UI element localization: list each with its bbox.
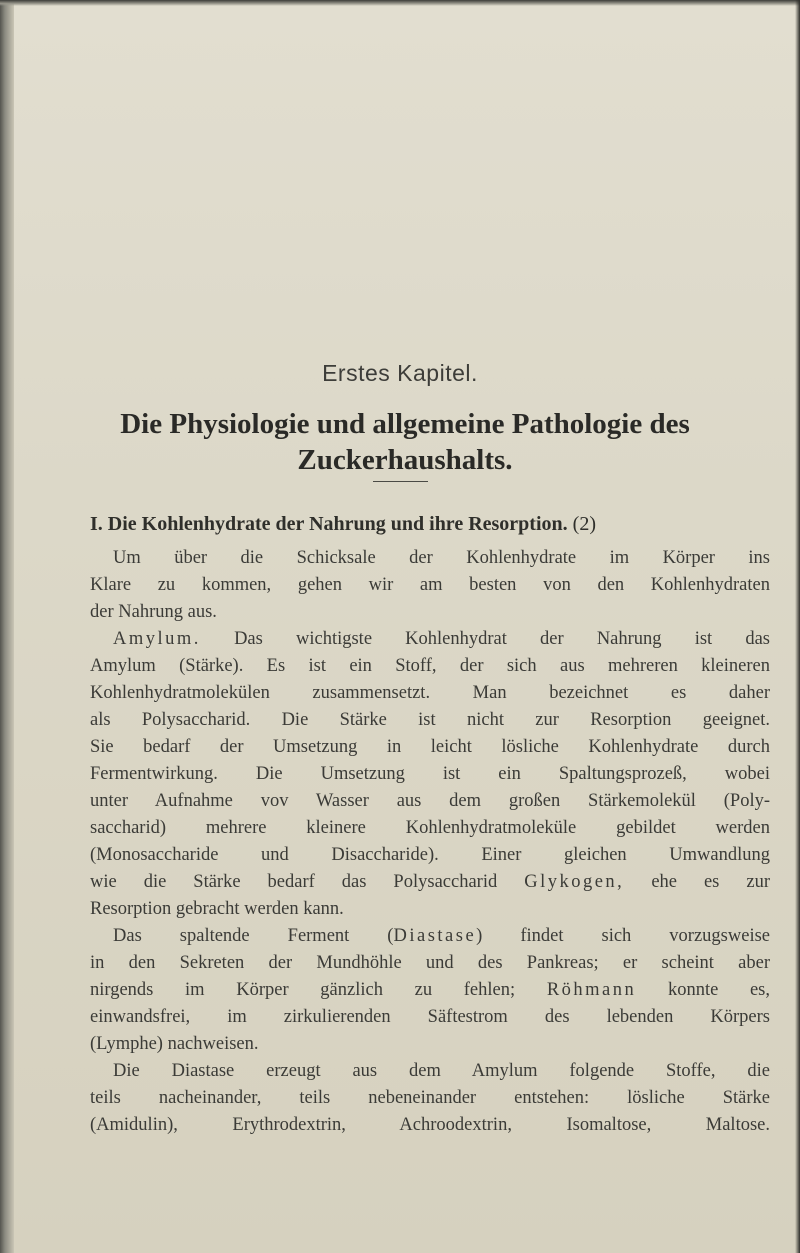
paragraph-3-line-2: in den Sekreten der Mundhöhle und des Pankreas; er scheint aber — [90, 953, 770, 973]
paragraph-2-line-1-text: Das wichtigste Kohlenhydrat der Nahrung ist das — [234, 629, 771, 649]
paragraph-2-line-7: unter Aufnahme vov Wasser aus dem großen Stärkemolekül (Poly- — [90, 791, 770, 811]
paragraph-2-line-10-text-b: ehe es zur — [651, 872, 770, 892]
chapter-title-line-1: Die Physiologie und allgemeine Pathologie des — [120, 408, 690, 440]
term-glykogen: Glykogen, — [524, 872, 625, 892]
title-divider — [373, 481, 428, 482]
paragraph-2-line-6: Fermentwirkung. Die Umsetzung ist ein Spaltungsprozeß, wobei — [90, 764, 770, 784]
paragraph-2-line-10-text-a: wie die Stärke bedarf das Polysaccharid — [90, 872, 498, 892]
paragraph-4-line-2: teils nacheinander, teils nebeneinander entstehen: lösliche Stärke — [90, 1088, 770, 1108]
term-diastase: Diastase — [393, 926, 477, 946]
paragraph-2-line-1 — [113, 626, 770, 652]
paragraph-1-line-3: der Nahrung aus. — [90, 602, 217, 622]
paragraph-1-line-2: Klare zu kommen, gehen wir am besten von den Kohlenhydraten — [90, 575, 770, 595]
chapter-title — [60, 406, 750, 478]
page-top-edge — [0, 0, 800, 6]
section-marker: (2) — [572, 513, 596, 535]
paragraph-3-line-3-text-a: nirgends im Körper gänzlich zu fehlen; — [90, 980, 516, 1000]
page-binding-edge — [0, 0, 14, 1253]
paragraph-2-line-9: (Monosaccharide und Disaccharide). Einer gleichen Umwandlung — [90, 845, 770, 865]
paragraph-4-line-3: (Amidulin), Erythrodextrin, Achroodextrin, Isomaltose, Maltose. — [90, 1115, 770, 1135]
paragraph-2-line-4: als Polysaccharid. Die Stärke ist nicht zur Resorption geeignet. — [90, 710, 770, 730]
chapter-title-line-2: Zuckerhaushalts. — [297, 444, 513, 476]
paragraph-3-line-4: einwandsfrei, im zirkulierenden Säftestrom des lebenden Körpers — [90, 1007, 770, 1027]
paragraph-3-line-1-text-a: Das spaltende Ferment ( — [113, 926, 394, 946]
paragraph-3-line-3-text-b: konnte es, — [667, 980, 770, 1000]
paragraph-2-line-11: Resorption gebracht werden kann. — [90, 899, 344, 919]
paragraph-2-line-10 — [90, 869, 770, 895]
section-heading-text: I. Die Kohlenhydrate der Nahrung und ihre Resorption. — [90, 513, 568, 535]
chapter-label: Erstes Kapitel. — [322, 360, 478, 386]
paragraph-2-line-8: saccharid) mehrere kleinere Kohlenhydratmoleküle gebildet werden — [90, 818, 770, 838]
paragraph-3-line-3 — [90, 977, 770, 1003]
paragraph-2-line-3: Kohlenhydratmolekülen zusammensetzt. Man bezeichnet es daher — [90, 683, 770, 703]
page-right-edge — [795, 0, 800, 1253]
term-amylum: Amylum. — [113, 629, 201, 649]
paragraph-3-line-1 — [113, 923, 770, 949]
paragraph-2-line-2: Amylum (Stärke). Es ist ein Stoff, der sich aus mehreren kleineren — [90, 656, 770, 676]
paragraph-1-line-1: Um über die Schicksale der Kohlenhydrate im Körper ins — [113, 548, 770, 568]
paragraph-2-line-5: Sie bedarf der Umsetzung in leicht lösliche Kohlenhydrate durch — [90, 737, 770, 757]
section-heading — [90, 510, 770, 538]
paragraph-3-line-5: (Lymphe) nachweisen. — [90, 1034, 259, 1054]
paragraph-3-line-1-text-b: ) findet sich vorzugsweise — [476, 926, 771, 946]
term-roehmann: Röhmann — [546, 980, 637, 1000]
paragraph-4-line-1: Die Diastase erzeugt aus dem Amylum folgende Stoffe, die — [113, 1061, 770, 1081]
